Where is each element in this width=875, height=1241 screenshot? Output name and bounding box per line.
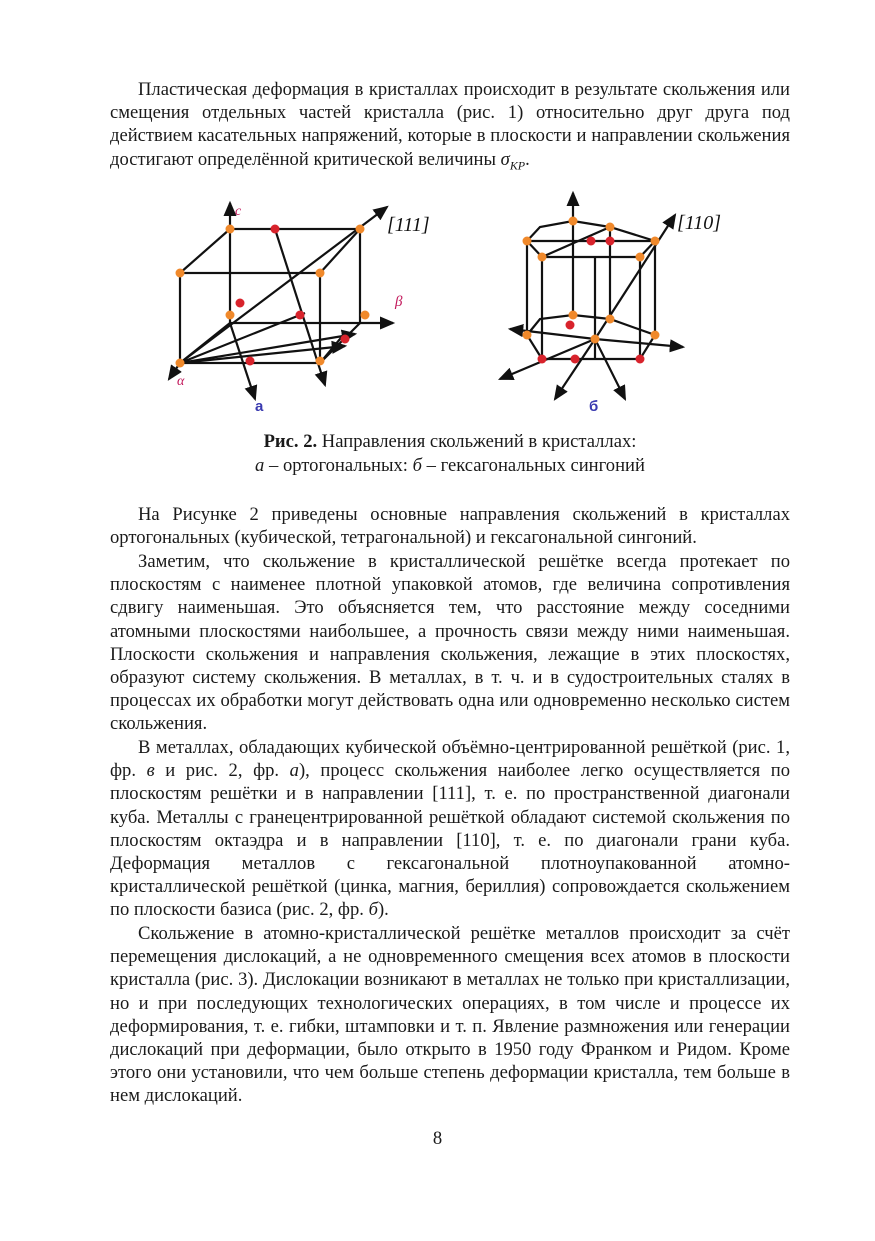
paragraph-1-end: .	[525, 148, 530, 170]
hex-direction-label: [110]	[677, 212, 722, 234]
paragraph-4-a: а	[289, 760, 299, 782]
cube-axis-c-label: c	[235, 204, 242, 219]
hex-figure-label: б	[589, 398, 599, 415]
cube-figure-label: а	[255, 398, 264, 415]
paragraph-4-v: в	[146, 760, 155, 782]
paragraph-4-text-b: и рис. 2, фр.	[154, 760, 290, 782]
paragraph-3: Заметим, что скольжение в кристаллической решётке всегда протекает по плоскостям с наименее плотной упаковкой атомов, где величина сопротивления сдвигу наименьшая. Это объясняется тем, что расстояние между соседними атомными плоскостями наибольшее, а прочность связи между ними наименьшая. Плоскости скольжения и направления скольжения, лежащие в этих плоскостях, образуют систему скольжения. В металлах, в т. ч. и в судостроительных сталях в процессах их обработки могут действовать одна или одновременно несколько систем скольжения.	[110, 551, 790, 735]
paragraph-5: Скольжение в атомно-кристаллической решётке металлов происходит за счёт перемещения дислокаций, а не одновременного смещения всех атомов в плоскости кристалла (рис. 3). Дислокации возникают в металлах не только при кристаллизации, но и при последующих технологических операциях, в том числе и процессе их деформирования, т. е. гибки, штамповки и т. п. Явление размножения или генерации дислокаций при деформации, было открыто в 1950 году Франком и Ридом. Кроме этого они установили, что чем больше степень деформации кристалла, тем больше в нем дислокаций.	[110, 923, 790, 1107]
sigma-subscript: КР	[509, 158, 526, 173]
paragraph-4-end: ).	[377, 899, 389, 921]
figure-2	[155, 189, 725, 421]
cube-direction-label: [111]	[387, 214, 430, 236]
figure-caption	[110, 430, 790, 478]
paragraph-1	[110, 78, 790, 178]
crystal-diagrams	[155, 189, 725, 421]
paragraph-2: На Рисунке 2 приведены основные направления скольжений в кристаллах ортогональных (кубической, тетрагональной) и гексагональной сингоний.	[110, 504, 790, 549]
caption-b: б	[412, 455, 422, 476]
hexagonal-lattice-diagram	[500, 193, 683, 399]
cube-axis-alpha-label: α	[177, 374, 185, 389]
paragraph-4-text-c: ), процесс скольжения наиболее легко осуществляется по плоскостям решётки и в направлении [111], т. е. по пространственной диагонали куба. Металлы с гранецентрированной решёткой обладают системой скольжения по плоскостям октаэдра и в направлении [110], т. е. по диагонали грани куба. Деформация металлов с гексагональной плотноупакованной атомно-кристаллической решёткой (цинка, магния, бериллия) сопровождается скольжением по плоскости базиса (рис. 2, фр.	[110, 760, 790, 921]
cube-axis-beta-label: β	[395, 294, 403, 310]
paragraph-4-b: б	[368, 899, 378, 921]
page-number: 8	[432, 1128, 443, 1149]
caption-a: а	[255, 455, 265, 476]
caption-mid: – ортогональных:	[264, 455, 413, 476]
caption-line-1: Направления скольжений в кристаллах:	[317, 431, 637, 452]
paragraph-4-text-a: В металлах, обладающих кубической объёмно-центрированной решёткой (рис. 1, фр.	[110, 737, 790, 782]
paragraph-4	[110, 736, 790, 922]
sigma-symbol: σ	[500, 148, 510, 170]
caption-end: – гексагональных сингоний	[421, 455, 645, 476]
caption-bold: Рис. 2.	[263, 431, 318, 452]
paragraph-1-text: Пластическая деформация в кристаллах происходит в результате скольжения или смещения отдельных частей кристалла (рис. 1) относительно друг друга под действием касательных напряжений, которые в плоскости и направлении скольжения достигают определённой критической величины	[110, 79, 790, 170]
